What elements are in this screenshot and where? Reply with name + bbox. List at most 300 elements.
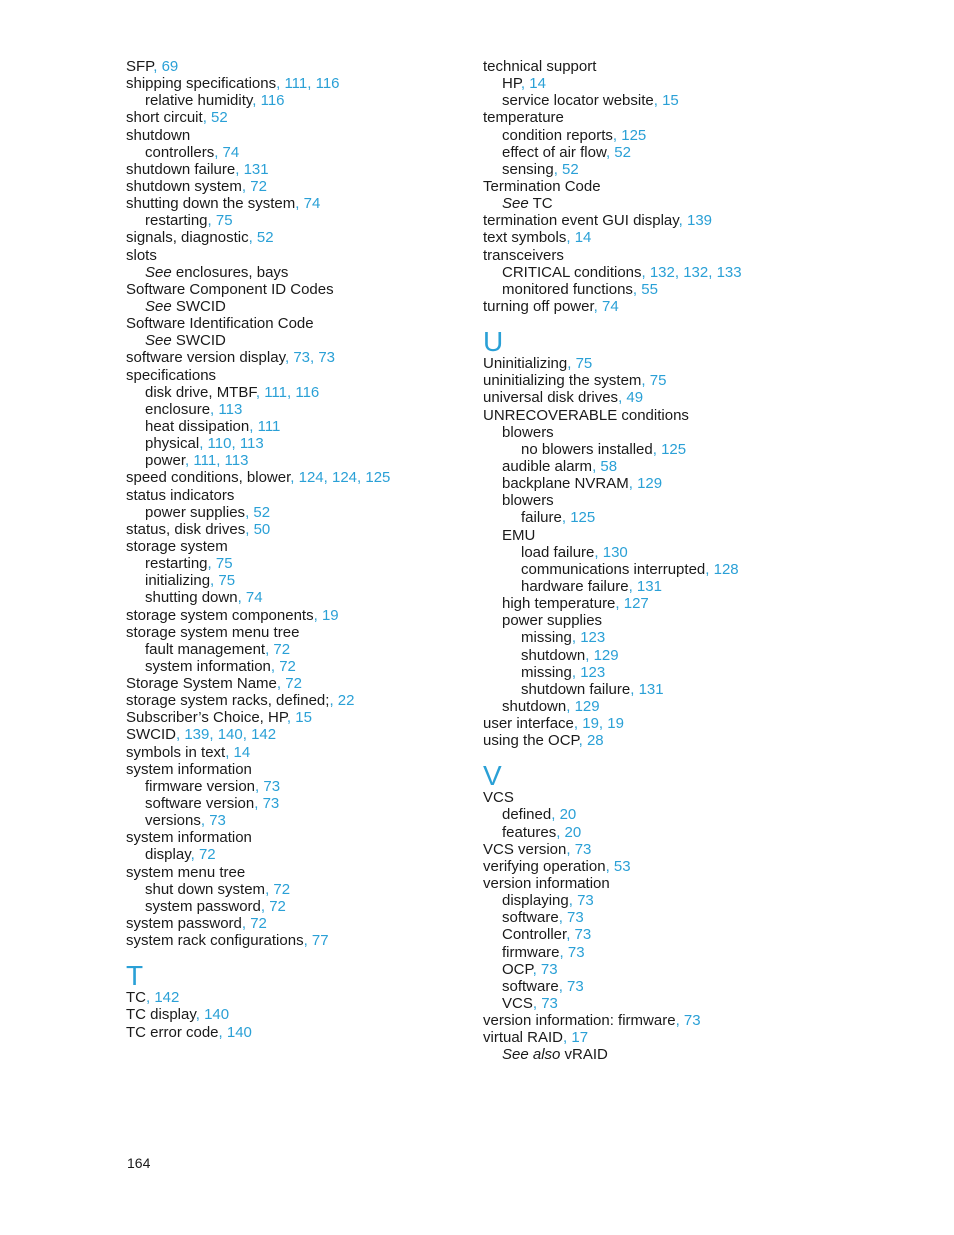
index-entry: firmware, 73 [502, 943, 585, 961]
index-entry: shut down system, 72 [145, 880, 291, 898]
page-reference-link[interactable]: 20 [564, 823, 582, 841]
page-reference-link[interactable]: 140 [217, 726, 243, 744]
index-entry [483, 612, 923, 629]
index-entry: shutdown, 129 [502, 697, 600, 715]
index-entry [483, 424, 923, 441]
page-reference-link[interactable]: 113 [239, 435, 264, 453]
index-entry: relative humidity, 116 [145, 92, 285, 110]
index-entry: controllers, 74 [145, 143, 240, 161]
index-term: system information [126, 829, 252, 847]
index-entry: monitored functions, 55 [502, 280, 658, 298]
index-term: shutting down the system [126, 195, 296, 213]
index-term: version information [483, 875, 610, 893]
index-entry: system password, 72 [126, 915, 267, 933]
page-reference-link[interactable]: 52 [256, 229, 274, 247]
index-term: backplane NVRAM [502, 475, 629, 493]
index-term: vRAID [564, 1046, 608, 1064]
index-entry [483, 492, 923, 509]
index-entry [483, 109, 923, 126]
page-reference-link[interactable]: 22 [337, 692, 355, 710]
page-reference-link[interactable]: 20 [559, 806, 577, 824]
index-term: SWCID [175, 332, 226, 350]
page-reference-link[interactable]: 75 [215, 555, 233, 573]
page-reference-link[interactable]: 73 [263, 777, 281, 795]
index-entry: system password, 72 [145, 897, 286, 915]
index-term: missing [521, 629, 572, 647]
index-term: blowers [502, 492, 554, 510]
page-reference-link[interactable]: 72 [250, 915, 267, 933]
page-reference-link[interactable]: 125 [570, 509, 596, 527]
page-reference-link[interactable]: 74 [303, 195, 321, 213]
page-reference-link[interactable]: 111 [264, 383, 288, 401]
index-term: software [502, 909, 559, 927]
index-term: SWCID [175, 297, 226, 315]
see-reference-label: See [145, 297, 172, 315]
index-term: shipping specifications [126, 75, 277, 93]
index-term: termination event GUI display [483, 212, 679, 230]
index-entry [126, 761, 466, 778]
index-entry: audible alarm, 58 [502, 457, 618, 475]
page-reference-link[interactable]: 58 [600, 457, 618, 475]
page-reference-link[interactable]: 113 [224, 452, 249, 470]
page-reference-link[interactable]: 133 [716, 263, 742, 281]
index-term: power supplies [502, 612, 603, 630]
index-entry: display, 72 [145, 846, 216, 864]
index-term: hardware failure [521, 577, 629, 595]
index-entry: Storage System Name, 72 [126, 675, 302, 693]
index-entry: uninitializing the system, 75 [483, 372, 667, 390]
index-column-left [126, 58, 466, 1041]
page-reference-link[interactable]: 52 [614, 143, 631, 161]
index-entry: missing, 123 [521, 663, 606, 681]
index-term: effect of air flow [502, 143, 606, 161]
index-entry: VCS, 73 [502, 995, 558, 1013]
page-number: 164 [127, 1155, 151, 1171]
index-entry: missing, 123 [521, 629, 606, 647]
index-entry [126, 332, 466, 349]
index-term: shutdown [521, 646, 586, 664]
index-term: status, disk drives [126, 520, 246, 538]
page-reference-link[interactable]: 73 [318, 349, 336, 367]
page-reference-link[interactable]: 73 [683, 1012, 701, 1030]
index-entry: physical, 110, 113 [145, 435, 264, 453]
page-reference-link[interactable]: 142 [154, 989, 180, 1007]
index-term: SFP [126, 58, 154, 75]
page-reference-link[interactable]: 131 [636, 577, 662, 595]
index-entry: TC display, 140 [126, 1006, 230, 1024]
index-entry: effect of air flow, 52 [502, 143, 631, 161]
page-reference-link[interactable]: 125 [661, 440, 687, 458]
index-term: displaying [502, 892, 569, 910]
index-term: failure [521, 509, 562, 527]
index-term: software version display [126, 349, 285, 367]
index-term: EMU [502, 526, 536, 544]
page-reference-link[interactable]: 123 [580, 663, 606, 681]
index-term: Software Component ID Codes [126, 280, 334, 298]
index-term: controllers [145, 143, 215, 161]
index-entry: version information: firmware, 73 [483, 1012, 701, 1030]
index-term: load failure [521, 543, 595, 561]
index-entry [126, 298, 466, 315]
index-entry: shutdown failure, 131 [126, 160, 269, 178]
index-entry [483, 789, 923, 806]
index-entry: no blowers installed, 125 [521, 440, 687, 458]
index-term: fault management [145, 640, 266, 658]
page-reference-link[interactable]: 75 [575, 355, 593, 373]
index-entry: status, disk drives, 50 [126, 520, 271, 538]
index-term: communications interrupted [521, 560, 706, 578]
index-term: Subscriber’s Choice, HP [126, 709, 287, 727]
index-entry: virtual RAID, 17 [483, 1029, 589, 1047]
index-entry: restarting, 75 [145, 212, 233, 230]
index-term: Controller [502, 926, 567, 944]
index-term: storage system racks, defined; [126, 692, 330, 710]
index-term: specifications [126, 366, 217, 384]
page-reference-link[interactable]: 128 [713, 560, 739, 578]
index-term: features [502, 823, 557, 841]
index-entry: VCS version, 73 [483, 840, 592, 858]
index-entry: fault management, 72 [145, 640, 291, 658]
page-reference-link[interactable]: 72 [198, 846, 216, 864]
page-reference-link[interactable]: 72 [250, 177, 267, 195]
index-term: short circuit [126, 109, 203, 127]
page-reference-link[interactable]: 72 [279, 657, 296, 675]
page-reference-link[interactable]: 15 [295, 709, 312, 727]
index-term: firmware [502, 943, 560, 961]
index-entry: power supplies, 52 [145, 503, 271, 521]
index-entry: service locator website, 15 [502, 92, 679, 110]
page-reference-link[interactable]: 129 [593, 646, 619, 664]
page-reference-link[interactable]: 127 [623, 595, 649, 613]
index-term: power supplies [145, 503, 246, 521]
page-reference-link[interactable]: 19 [607, 715, 624, 733]
page-reference-link[interactable]: 72 [273, 880, 291, 898]
page-reference-link[interactable]: 131 [638, 680, 664, 698]
index-entry: user interface, 19, 19 [483, 715, 624, 733]
index-entry: condition reports, 125 [502, 126, 647, 144]
index-term: audible alarm [502, 457, 593, 475]
index-entry: sensing, 52 [502, 160, 579, 178]
index-term: Uninitializing [483, 355, 568, 373]
index-term: system information [145, 657, 271, 675]
page-reference-link[interactable]: 111 [284, 75, 308, 93]
index-entry: power, 111, 113 [145, 452, 249, 470]
index-term: storage system components [126, 606, 314, 624]
page-reference-link[interactable]: 124 [298, 469, 324, 487]
page-reference-link[interactable]: 75 [215, 212, 233, 230]
see-reference-label: See [145, 263, 172, 281]
index-term: slots [126, 246, 157, 264]
index-entry [126, 127, 466, 144]
index-entry: speed conditions, blower, 124, 124, 125 [126, 469, 391, 487]
index-term: text symbols [483, 229, 567, 247]
page-reference-link[interactable]: 19 [582, 715, 599, 733]
index-term: system password [126, 915, 242, 933]
page-reference-link[interactable]: 116 [295, 383, 320, 401]
index-entry [483, 195, 923, 212]
page-reference-link[interactable]: 14 [574, 229, 592, 247]
index-term: monitored functions [502, 280, 633, 298]
index-term: TC [126, 989, 146, 1007]
index-entry: defined, 20 [502, 806, 577, 824]
index-term: system rack configurations [126, 932, 304, 950]
page-reference-link[interactable]: 125 [621, 126, 647, 144]
index-term: CRITICAL conditions [502, 263, 642, 281]
index-term: restarting [145, 212, 208, 230]
index-entry: HP, 14 [502, 75, 546, 93]
page-reference-link[interactable]: 131 [243, 160, 269, 178]
index-term: enclosures, bays [175, 263, 289, 281]
page-reference-link[interactable]: 116 [260, 92, 285, 110]
index-entry: shutting down the system, 74 [126, 195, 321, 213]
index-entry: SFP, 69 [126, 58, 179, 75]
index-term: no blowers installed [521, 440, 653, 458]
index-term: version information: firmware [483, 1012, 676, 1030]
index-entry: storage system racks, defined;, 22 [126, 692, 355, 710]
index-entry [126, 264, 466, 281]
index-entry [126, 487, 466, 504]
page-reference-link[interactable]: 139 [184, 726, 210, 744]
index-entry: hardware failure, 131 [521, 577, 662, 595]
index-term: TC [532, 195, 553, 213]
index-term: uninitializing the system [483, 372, 642, 390]
index-entry: text symbols, 14 [483, 229, 592, 247]
page-reference-link[interactable]: 52 [211, 109, 228, 127]
page-reference-link[interactable]: 69 [161, 58, 179, 75]
index-term: system information [126, 760, 252, 778]
index-term: software [502, 977, 559, 995]
index-entry: CRITICAL conditions, 132, 132, 133 [502, 263, 742, 281]
page-reference-link[interactable]: 73 [262, 795, 280, 813]
index-entry [483, 407, 923, 424]
index-entry: turning off power, 74 [483, 297, 619, 315]
index-term: shutdown failure [521, 680, 631, 698]
index-entry: backplane NVRAM, 129 [502, 475, 663, 493]
index-entry: short circuit, 52 [126, 109, 228, 127]
index-entry: Controller, 73 [502, 926, 592, 944]
index-term: physical [145, 435, 200, 453]
page-reference-link[interactable]: 74 [601, 297, 619, 315]
index-term: shutdown [502, 697, 567, 715]
page-reference-link[interactable]: 75 [218, 572, 236, 590]
page-reference-link[interactable]: 50 [253, 520, 271, 538]
page-reference-link[interactable]: 53 [613, 857, 631, 875]
page-reference-link[interactable]: 73 [574, 840, 592, 858]
index-term: service locator website [502, 92, 654, 110]
index-term: speed conditions, blower [126, 469, 291, 487]
index-term: VCS version [483, 840, 567, 858]
index-entry: software, 73 [502, 909, 584, 927]
page-reference-link[interactable]: 73 [577, 892, 594, 910]
index-entry: TC error code, 140 [126, 1023, 252, 1041]
index-term: software version [145, 795, 255, 813]
page-reference-link[interactable]: 74 [245, 589, 263, 607]
index-entry: shutdown failure, 131 [521, 680, 664, 698]
page-reference-link[interactable]: 73 [567, 943, 585, 961]
page-reference-link[interactable]: 130 [602, 543, 628, 561]
page-reference-link[interactable]: 77 [311, 932, 329, 950]
index-entry [126, 829, 466, 846]
index-term: SWCID [126, 726, 176, 744]
index-entry: enclosure, 113 [145, 400, 243, 418]
page-reference-link[interactable]: 49 [626, 389, 644, 407]
index-term: OCP [502, 960, 533, 978]
index-term: high temperature [502, 595, 616, 613]
page-reference-link[interactable]: 72 [285, 675, 302, 693]
index-entry: signals, diagnostic, 52 [126, 229, 274, 247]
index-entry: software, 73 [502, 977, 584, 995]
index-term: UNRECOVERABLE conditions [483, 406, 689, 424]
see-reference-label: See also [502, 1046, 561, 1064]
index-term: system password [145, 897, 261, 915]
index-entry [483, 1046, 923, 1063]
index-entry [126, 538, 466, 555]
page-reference-link[interactable]: 129 [574, 697, 600, 715]
index-term: VCS [483, 789, 514, 807]
index-entry: high temperature, 127 [502, 595, 649, 613]
index-section-letter: V [483, 760, 502, 792]
index-entry: shutting down, 74 [145, 589, 263, 607]
index-term: Software Identification Code [126, 315, 314, 333]
index-term: sensing [502, 160, 554, 178]
index-entry: verifying operation, 53 [483, 857, 631, 875]
page-reference-link[interactable]: 125 [365, 469, 391, 487]
index-term: signals, diagnostic [126, 229, 249, 247]
index-entry [126, 247, 466, 264]
index-entry: displaying, 73 [502, 892, 594, 910]
page-reference-link[interactable]: 123 [580, 629, 606, 647]
page-reference-link[interactable]: 28 [586, 732, 604, 750]
see-reference-label: See [502, 195, 529, 213]
page-reference-link[interactable]: 73 [293, 349, 310, 367]
index-term: condition reports [502, 126, 613, 144]
page-reference-link[interactable]: 73 [541, 995, 558, 1013]
index-entry [126, 281, 466, 298]
page-reference-link[interactable]: 14 [233, 743, 251, 761]
index-term: relative humidity [145, 92, 253, 110]
page-reference-link[interactable]: 132 [683, 263, 709, 281]
index-entry [483, 527, 923, 544]
page-reference-link[interactable]: 140 [204, 1006, 230, 1024]
index-entry [483, 178, 923, 195]
page-reference-link[interactable]: 52 [253, 503, 271, 521]
page-reference-link[interactable]: 142 [251, 726, 277, 744]
index-term: missing [521, 663, 572, 681]
page-reference-link[interactable]: 73 [567, 977, 584, 995]
index-entry: software version, 73 [145, 795, 280, 813]
index-entry: software version display, 73, 73 [126, 349, 336, 367]
index-entry: Subscriber’s Choice, HP, 15 [126, 709, 312, 727]
index-entry [126, 315, 466, 332]
index-entry: load failure, 130 [521, 543, 628, 561]
index-term: storage system menu tree [126, 623, 300, 641]
page-reference-link[interactable]: 75 [649, 372, 667, 390]
index-entry [126, 864, 466, 881]
index-term: power [145, 452, 186, 470]
page-reference-link[interactable]: 73 [567, 909, 584, 927]
index-entry: communications interrupted, 128 [521, 560, 739, 578]
index-term: verifying operation [483, 857, 606, 875]
index-term: virtual RAID [483, 1029, 564, 1047]
index-term: shutdown system [126, 177, 242, 195]
page-reference-link[interactable]: 14 [529, 75, 546, 93]
page-reference-link[interactable]: 17 [571, 1029, 589, 1047]
index-term: using the OCP [483, 732, 579, 750]
page-reference-link[interactable]: 140 [226, 1023, 252, 1041]
index-entry: shutdown system, 72 [126, 177, 267, 195]
index-entry: SWCID, 139, 140, 142 [126, 726, 277, 744]
index-term: shutdown [126, 126, 191, 144]
page-reference-link[interactable]: 110 [207, 435, 232, 453]
index-term: transceivers [483, 246, 564, 264]
index-term: shutting down [145, 589, 238, 607]
index-entry [483, 58, 923, 75]
index-term: user interface [483, 715, 574, 733]
page-reference-link[interactable]: 72 [269, 897, 286, 915]
index-entry: storage system components, 19 [126, 606, 339, 624]
index-entry: TC, 142 [126, 989, 180, 1007]
page-reference-link[interactable]: 15 [662, 92, 679, 110]
index-term: shut down system [145, 880, 266, 898]
page-reference-link[interactable]: 111 [257, 417, 281, 435]
index-term: TC error code [126, 1023, 219, 1041]
index-entry [126, 624, 466, 641]
index-entry: restarting, 75 [145, 555, 233, 573]
index-entry: system rack configurations, 77 [126, 932, 329, 950]
index-column-right [483, 58, 923, 1064]
index-entry: termination event GUI display, 139 [483, 212, 713, 230]
page-reference-link[interactable]: 111 [193, 452, 217, 470]
index-entry: firmware version, 73 [145, 777, 281, 795]
index-term: display [145, 846, 191, 864]
index-entry: disk drive, MTBF, 111, 116 [145, 383, 320, 401]
page-reference-link[interactable]: 72 [273, 640, 291, 658]
index-entry [483, 875, 923, 892]
page-reference-link[interactable]: 132 [649, 263, 675, 281]
index-section-letter: U [483, 326, 504, 358]
page-reference-link[interactable]: 124 [332, 469, 358, 487]
index-entry: features, 20 [502, 823, 582, 841]
index-term: status indicators [126, 486, 235, 504]
index-entry: system information, 72 [145, 657, 296, 675]
index-term: defined [502, 806, 552, 824]
index-entry: shutdown, 129 [521, 646, 619, 664]
index-term: symbols in text [126, 743, 226, 761]
page-reference-link[interactable]: 73 [574, 926, 592, 944]
page-reference-link[interactable]: 55 [641, 280, 658, 298]
page-reference-link[interactable]: 19 [321, 606, 339, 624]
index-term: shutdown failure [126, 160, 236, 178]
index-term: versions [145, 812, 201, 830]
page-reference-link[interactable]: 73 [540, 960, 558, 978]
index-entry: Uninitializing, 75 [483, 355, 593, 373]
page-reference-link[interactable]: 139 [687, 212, 713, 230]
page-reference-link[interactable]: 116 [315, 75, 340, 93]
index-term: heat dissipation [145, 417, 250, 435]
index-term: restarting [145, 555, 208, 573]
page-reference-link[interactable]: 113 [218, 400, 243, 418]
page-reference-link[interactable]: 129 [637, 475, 663, 493]
index-term: VCS [502, 995, 533, 1013]
page-reference-link[interactable]: 73 [209, 812, 226, 830]
page-reference-link[interactable]: 74 [222, 143, 240, 161]
page-reference-link[interactable]: 52 [562, 160, 579, 178]
index-entry: universal disk drives, 49 [483, 389, 644, 407]
index-entry: initializing, 75 [145, 572, 236, 590]
index-entry [483, 247, 923, 264]
index-term: system menu tree [126, 863, 246, 881]
index-term: blowers [502, 423, 554, 441]
